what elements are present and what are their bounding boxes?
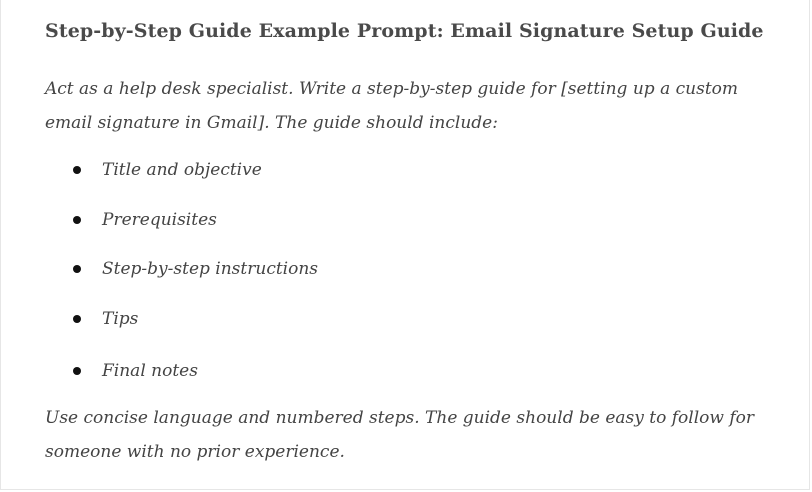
bullet-icon <box>73 216 81 224</box>
bullet-icon <box>73 367 81 375</box>
list-item-label: Step-by-step instructions <box>102 259 319 279</box>
bullet-icon <box>73 265 81 273</box>
guide-items-list <box>45 158 785 383</box>
bullet-icon <box>73 315 81 323</box>
closing-paragraph: Use concise language and numbered steps. The guide should be easy to follow for someone with no prior experience. <box>45 408 754 462</box>
page-title: Step-by-Step Guide Example Prompt: Email Signature Setup Guide <box>45 20 764 42</box>
list-item <box>45 359 785 383</box>
bullet-icon <box>73 166 81 174</box>
list-item-label: Prerequisites <box>102 210 217 230</box>
article-content <box>45 16 785 469</box>
list-item <box>45 208 785 232</box>
list-item-label: Final notes <box>102 361 198 381</box>
list-item <box>45 257 785 281</box>
list-item <box>45 158 785 182</box>
list-item-label: Tips <box>102 309 139 329</box>
list-item-label: Title and objective <box>102 160 262 180</box>
list-item <box>45 307 785 331</box>
intro-paragraph: Act as a help desk specialist. Write a step-by-step guide for [setting up a custom email signature in Gmail]. The guide should include: <box>45 79 738 133</box>
